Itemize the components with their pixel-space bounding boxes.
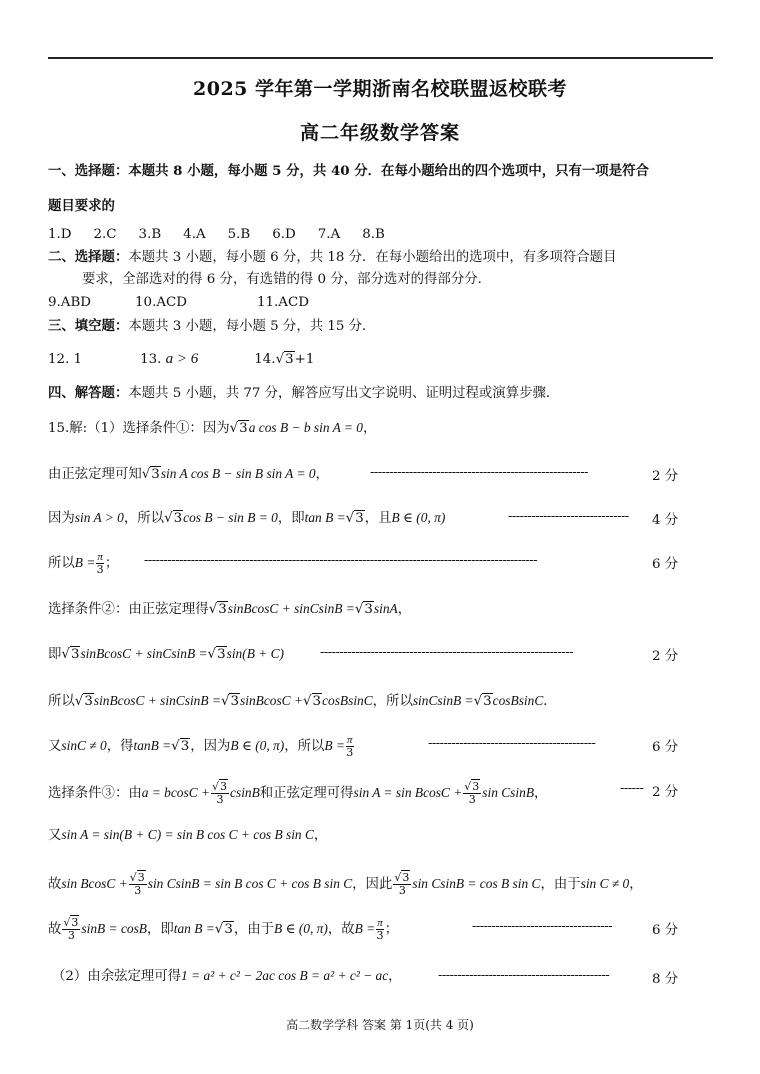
q15-line13: （2）由余弦定理可得1 = a² + c² − 2ac cos B = a² + c² − ac， [52,968,402,984]
answer-item: 11.ACD [256,295,309,310]
q15-line10: 又sin A = sin(B + C) = sin B cos C + cos B sin C， [48,827,328,843]
section3-heading: 三、填空题：本题共 3 小题，每小题 5 分，共 15 分． [48,318,376,334]
section1-answers [48,226,385,244]
section1-heading: 一、选择题：本题共 8 小题，每小题 5 分，共 40 分．在每小题给出的四个选项中，只有一项是符合 [48,163,649,179]
answer-subtitle: 高二年级数学答案 [299,122,460,144]
answer-item: 4.A [183,227,206,242]
q15-line8: 又sinC ≠ 0，得tanB =√3，因为B ∈ (0, π)，所以B = $\frac{\pi}{3}$ [48,734,354,759]
page-footer: 高二数学学科 答案 第 1页(共 4 页) [286,1018,474,1032]
q15-line7: 所以√3sinBcosC + sinCsinB =√3sinBcosC +√3cosBsinC，所以sinCsinB =√3cosBsinC． [48,693,557,709]
top-rule [48,57,713,59]
score-dashes: ----------------------------------------------------------------- [320,645,574,660]
q15-line5: 选择条件②：由正弦定理得√3sinBcosC + sinCsinB =√3sinA， [48,601,412,617]
section2-heading: 二、选择题：本题共 3 小题，每小题 6 分，共 18 分．在每小题给出的选项中，有多项符合题目 [48,249,617,265]
section4-heading: 四、解答题：本题共 5 小题，共 77 分，解答应写出文字说明、证明过程或演算步骤． [48,385,560,401]
score-dashes: ----------------------------------------------------------------------------------------------------- [144,553,538,568]
q15-line3: 因为sin A > 0，所以√3cos B − sin B = 0，即tan B =√3，且B ∈ (0, π) [48,510,446,526]
score-label: 6 分 [652,557,679,572]
score-label: 2 分 [652,785,679,800]
answer-item: 1.D [48,227,72,242]
score-dashes: ------ [620,781,644,796]
answer-item: 2.C [93,227,117,242]
q15-line2: 由正弦定理可知√3sin A cos B − sin B sin A = 0， [48,466,329,482]
section3-answers: 12. 1 13. a > 6 14.√3+1 [48,351,315,367]
answer-item: 10.ACD [135,295,187,310]
score-dashes: -------------------------------------------- [438,968,610,983]
q15-line1: 15.解:（1）选择条件①：因为√3a cos B − b sin A = 0， [48,420,377,436]
answer-item: 7.A [317,227,341,242]
q15-line11: 故sin BcosC + $\frac{√3}{3}$ sin CsinB = sin B cos C + cos B sin C，因此 $\frac{√3}{3}$ sin CsinB = cos B sin C，由于sin C ≠ 0， [48,871,643,897]
score-label: 6 分 [652,923,679,938]
score-dashes: ------------------------------------ [472,919,613,934]
score-label: 6 分 [652,740,679,755]
q15-line4: 所以B = $\frac{\pi}{3}$ ； [48,551,119,576]
q15-line9: 选择条件③：由a = bcosC + $\frac{√3}{3}$ csinB和正弦定理可得sin A = sin BcosC + $\frac{√3}{3}$ sin CsinB， [48,780,548,806]
score-label: 2 分 [652,649,679,664]
section2-answers [48,294,309,312]
score-label: 4 分 [652,513,679,528]
answer-12: 12. 1 [48,352,83,367]
answer-item: 9.ABD [48,295,92,310]
section2-heading-cont: 要求，全部选对的得 6 分，有选错的得 0 分，部分选对的得部分分． [82,272,492,287]
answer-14: √3+1 [275,352,315,367]
score-dashes: ------------------------------------------- [428,736,596,751]
q15-line12: 故 $\frac{√3}{3}$ sinB = cosB，即tan B =√3，由于B ∈ (0, π)，故B = $\frac{\pi}{3}$ ； [48,916,399,942]
exam-title: 2025 学年第一学期浙南名校联盟返校联考 [193,78,567,100]
answer-item: 8.B [362,227,385,242]
score-dashes: -------------------------------------------------------- [370,465,588,480]
answer-item: 5.B [227,227,251,242]
answer-13: a > 6 [165,351,199,367]
score-dashes: ------------------------------- [508,509,629,524]
answer-item: 6.D [272,227,296,242]
q15-line6: 即√3sinBcosC + sinCsinB =√3sin(B + C) [48,646,285,662]
section1-heading-cont: 题目要求的 [48,198,115,214]
score-label: 8 分 [652,972,679,987]
score-label: 2 分 [652,469,679,484]
answer-item: 3.B [138,227,162,242]
